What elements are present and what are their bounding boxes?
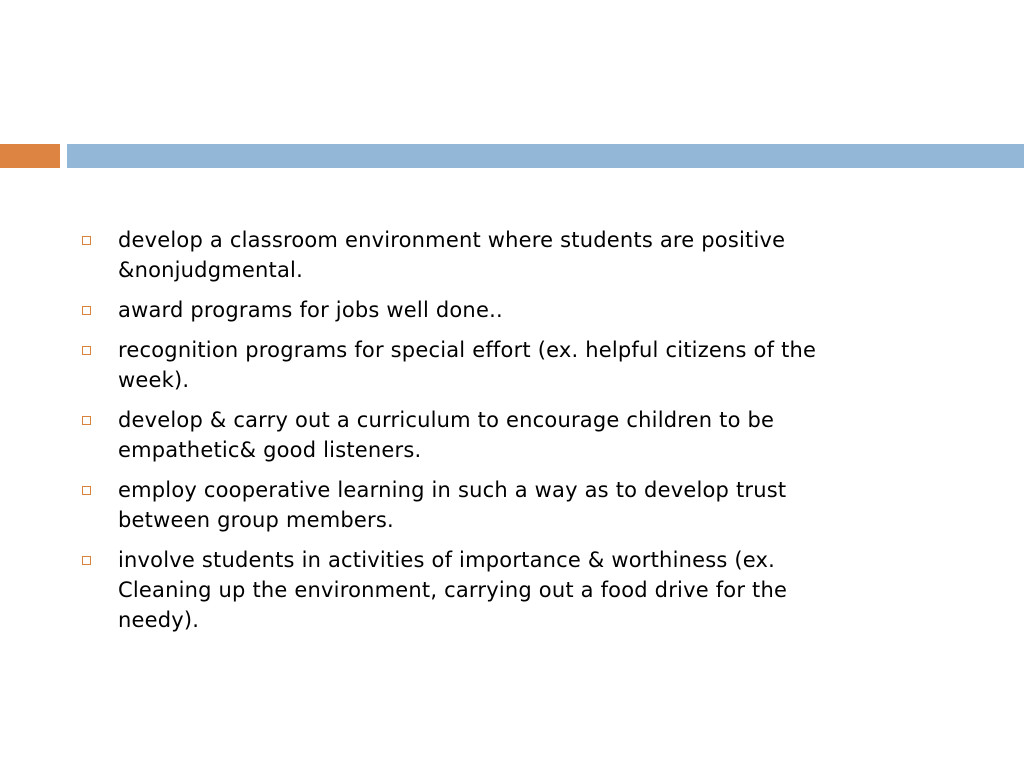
bullet-text: award programs for jobs well done.. [118,298,503,322]
square-bullet-icon [82,306,91,315]
bullet-item [78,295,958,325]
accent-bar-orange [0,144,60,168]
square-bullet-icon [82,346,91,355]
bullet-list [78,225,958,645]
bullet-text: employ cooperative learning in such a way as to develop trust between group members. [118,478,787,532]
bullet-text: recognition programs for special effort (ex. helpful citizens of the week). [118,338,817,392]
square-bullet-icon [82,236,91,245]
accent-bar-blue [67,144,1024,168]
bullet-item [78,545,958,635]
square-bullet-icon [82,486,91,495]
bullet-item [78,475,958,535]
bullet-text: develop & carry out a curriculum to encourage children to be empathetic& good listeners. [118,408,775,462]
bullet-text: involve students in activities of importance & worthiness (ex. Cleaning up the environment, carrying out a food drive for the needy). [118,548,788,632]
square-bullet-icon [82,416,91,425]
bullet-item [78,225,958,285]
bullet-item [78,335,958,395]
square-bullet-icon [82,556,91,565]
bullet-item [78,405,958,465]
bullet-text: develop a classroom environment where students are positive &nonjudgmental. [118,228,786,282]
